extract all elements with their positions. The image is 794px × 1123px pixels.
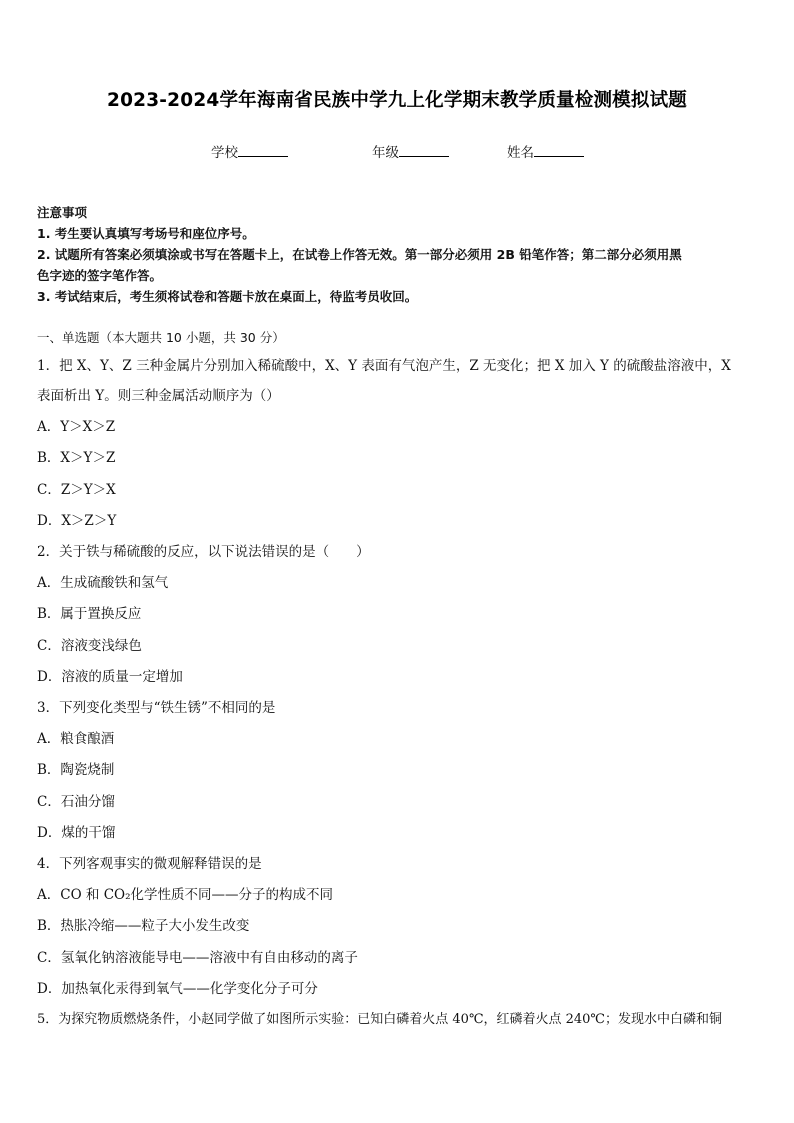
question-stem: 4．下列客观事实的微观解释错误的是 <box>37 856 262 872</box>
notice-item: 3. 考试结束后，考生须将试卷和答题卡放在桌面上，待监考员收回。 <box>37 289 418 304</box>
option: B．X＞Y＞Z <box>37 450 116 466</box>
option: B．陶瓷烧制 <box>37 762 115 778</box>
option: A．粮食酿酒 <box>37 731 115 747</box>
option: B．热胀冷缩——粒子大小发生改变 <box>37 918 250 934</box>
notice-heading: 注意事项 <box>37 205 88 220</box>
notice-item: 1. 考生要认真填写考场号和座位序号。 <box>37 226 255 241</box>
option: D．X＞Z＞Y <box>37 513 117 529</box>
notice-item: 2. 试题所有答案必须填涂或书写在答题卡上，在试卷上作答无效。第一部分必须用 2B 铅笔作答；第二部分必须用黑 <box>37 247 682 262</box>
grade-field <box>372 141 449 161</box>
question-stem: 1．把 X、Y、Z 三种金属片分别加入稀硫酸中，X、Y 表面有气泡产生，Z 无变化；把 X 加入 Y 的硫酸盐溶液中，X <box>37 358 731 374</box>
option: A．CO 和 CO₂化学性质不同——分子的构成不同 <box>37 887 334 903</box>
option: A．Y＞X＞Z <box>37 419 116 435</box>
school-label: 学校 <box>211 145 238 161</box>
grade-blank[interactable] <box>399 142 449 157</box>
question-stem: 3．下列变化类型与“铁生锈”不相同的是 <box>37 700 276 716</box>
name-label: 姓名 <box>507 145 534 161</box>
option: D．溶液的质量一定增加 <box>37 669 183 685</box>
option: C．Z＞Y＞X <box>37 482 116 498</box>
question-stem: 2．关于铁与稀硫酸的反应，以下说法错误的是（ ） <box>37 544 370 560</box>
name-blank[interactable] <box>534 142 584 157</box>
question-stem: 5．为探究物质燃烧条件，小赵同学做了如图所示实验：已知白磷着火点 40℃，红磷着火点 240℃；发现水中白磷和铜 <box>37 1012 722 1027</box>
question-stem: 表面析出 Y。则三种金属活动顺序为（） <box>37 388 280 404</box>
name-field <box>507 141 584 161</box>
section-heading: 一、单选题（本大题共 10 小题，共 30 分） <box>37 330 285 345</box>
option: D．煤的干馏 <box>37 825 116 841</box>
notice-item: 色字迹的签字笔作答。 <box>37 268 163 283</box>
option: C．溶液变浅绿色 <box>37 638 142 654</box>
grade-label: 年级 <box>372 145 399 161</box>
option: D．加热氧化汞得到氧气——化学变化分子可分 <box>37 981 318 997</box>
option: A．生成硫酸铁和氢气 <box>37 575 169 591</box>
school-blank[interactable] <box>238 142 288 157</box>
exam-title: 2023-2024学年海南省民族中学九上化学期末教学质量检测模拟试题 <box>107 90 687 111</box>
option: C．石油分馏 <box>37 794 115 810</box>
school-field <box>211 141 288 161</box>
option: B．属于置换反应 <box>37 606 142 622</box>
option: C．氢氧化钠溶液能导电——溶液中有自由移动的离子 <box>37 950 358 966</box>
